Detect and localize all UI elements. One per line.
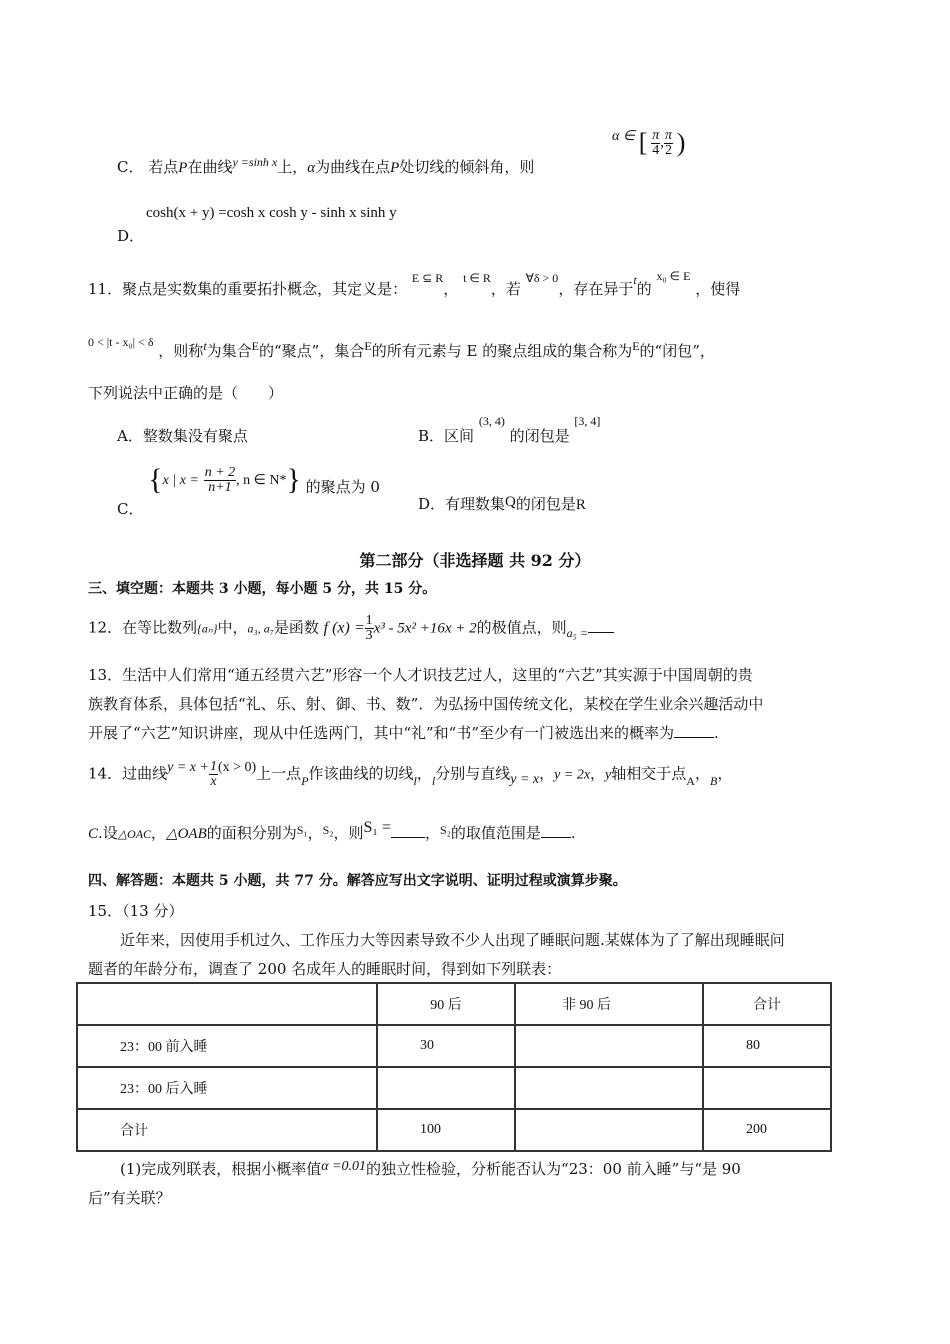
table-row — [77, 1067, 831, 1109]
answer-blank[interactable] — [588, 631, 614, 633]
q13-line1: 13．生活中人们常用“通五经贯六艺”形容一个人才识技艺过人，这里的“六艺”其实源于中国周朝的贵 — [88, 666, 753, 684]
q14-line2: C.设△OAC，△OAB的面积分别为$^{S_1}$，$^{S_2}$，则S₁ = ，$^{S_2}$的取值范围是 . — [88, 819, 576, 842]
table-header-row — [77, 983, 831, 1025]
table-cell: 30 — [377, 1025, 515, 1067]
q10-option-c: C． 若点P在曲线$^{y =sinh x}$上，α为曲线在点P处切线的倾斜角，则 — [117, 155, 535, 176]
answer-blank[interactable] — [674, 736, 714, 738]
q15-para1: 近年来，因使用手机过久、工作压力大等因素导致不少人出现了睡眠问题.某媒体为了了解出现睡眠问 — [120, 931, 785, 949]
section4-heading: 四、解答题：本题共 5 小题，共 77 分。解答应写出文字说明、证明过程或演算步聚。 — [88, 873, 627, 889]
q11-option-b: B．区间 $^{(3, 4)}$ 的闭包是 [3, 4] — [418, 414, 601, 445]
table-cell: 23：00 前入睡 — [77, 1025, 377, 1067]
question-number: 11． — [88, 280, 123, 298]
curve-formula: y =sinh x — [232, 155, 278, 169]
part2-title: 第二部分（非选择题 共 92 分） — [359, 551, 591, 570]
q15-sub1-line1: (1)完成列联表，根据小概率值α =0.01的独立性检验，分析能否认为“23：00 前入睡”与“是 90 — [120, 1159, 741, 1178]
q11-line1: 11．聚点是实数集的重要拓扑概念，其定义是： $^{E ⊆ R}$， $^{t \in R}$，若 $^{\forall\delta > 0}$，存在异于$^t$的 $^{x_0 \in E}$ ，使得 — [88, 269, 741, 298]
table-header-cell: 90 后 — [377, 983, 515, 1025]
table-cell: 200 — [703, 1109, 831, 1151]
q10-option-c-range: α ∈ [ $\frac{\pi}{4}$ , $\frac{\pi}{2}$ ) — [612, 127, 686, 158]
section3-heading: 三、填空题：本题共 3 小题，每小题 5 分，共 15 分。 — [88, 581, 437, 597]
table-cell: 合计 — [77, 1109, 377, 1151]
option-label: C． — [117, 158, 144, 176]
contingency-table — [76, 982, 832, 1152]
table-cell: 80 — [703, 1025, 831, 1067]
table-row — [77, 1109, 831, 1151]
q10-option-d-label: D． — [117, 227, 145, 245]
q13-line2: 族教育体系，具体包括“礼、乐、射、御、书、数”．为弘扬中国传统文化，某校在学生业余兴趣活动中 — [88, 695, 764, 713]
q13-line3: 开展了“六艺”知识讲座，现从中任选两门，其中“礼”和“书”至少有一门被选出来的概率为 . — [88, 724, 719, 742]
table-cell: 100 — [377, 1109, 515, 1151]
table-header-cell — [77, 983, 377, 1025]
table-cell[interactable] — [515, 1109, 703, 1151]
q15-number: 15．（13 分） — [88, 902, 184, 920]
q15-para2: 题者的年龄分布，调查了 200 名成年人的睡眠时间，得到如下列联表： — [88, 960, 562, 978]
q11-line2: $^{0 < |t - x_0| < \delta}$ ，则称$^t$为集合$^E$的“聚点”，集合$^E$的所有元素与 E 的聚点组成的集合称为$^E$的“闭包”， — [88, 335, 715, 360]
q11-option-a: A．整数集没有聚点 — [117, 427, 248, 445]
q15-sub1-line2: 后”有关联？ — [88, 1189, 171, 1207]
answer-blank-s1[interactable] — [391, 836, 425, 838]
q14-line1: 14．过曲线y = x + $\frac{1}{x}$ (x > 0)上一点$_P$作该曲线的切线$_l$，$_l$分别与直线y = x，y = 2x，y轴相交于点$_A$，$_B$， — [88, 759, 733, 789]
table-cell[interactable] — [377, 1067, 515, 1109]
table-cell[interactable] — [515, 1067, 703, 1109]
table-header-cell: 合计 — [703, 983, 831, 1025]
answer-blank-s2[interactable] — [541, 836, 571, 838]
table-row — [77, 1025, 831, 1067]
q11-option-d: D．有理数集Q的闭包是R — [418, 494, 586, 513]
table-cell: 23：00 后入睡 — [77, 1067, 377, 1109]
table-header-cell: 非 90 后 — [515, 983, 703, 1025]
q11-option-c: C． {x | x = $\frac{n + 2}{n+1}$ , n ∈ N*} 的聚点为 0 — [117, 463, 380, 518]
table-cell[interactable] — [703, 1067, 831, 1109]
table-cell[interactable] — [515, 1025, 703, 1067]
q10-option-d-formula: cosh(x + y) =cosh x cosh y - sinh x sinh y — [146, 205, 397, 221]
q12: 12．在等比数列{aₙ}中，a₃, a₇是函数 f (x) = $\frac{1}{3}$ x³ - 5x² +16x + 2的极值点，则$_{a_5 =}$ — [88, 614, 614, 643]
q11-line3: 下列说法中正确的是（ ） — [88, 384, 284, 402]
